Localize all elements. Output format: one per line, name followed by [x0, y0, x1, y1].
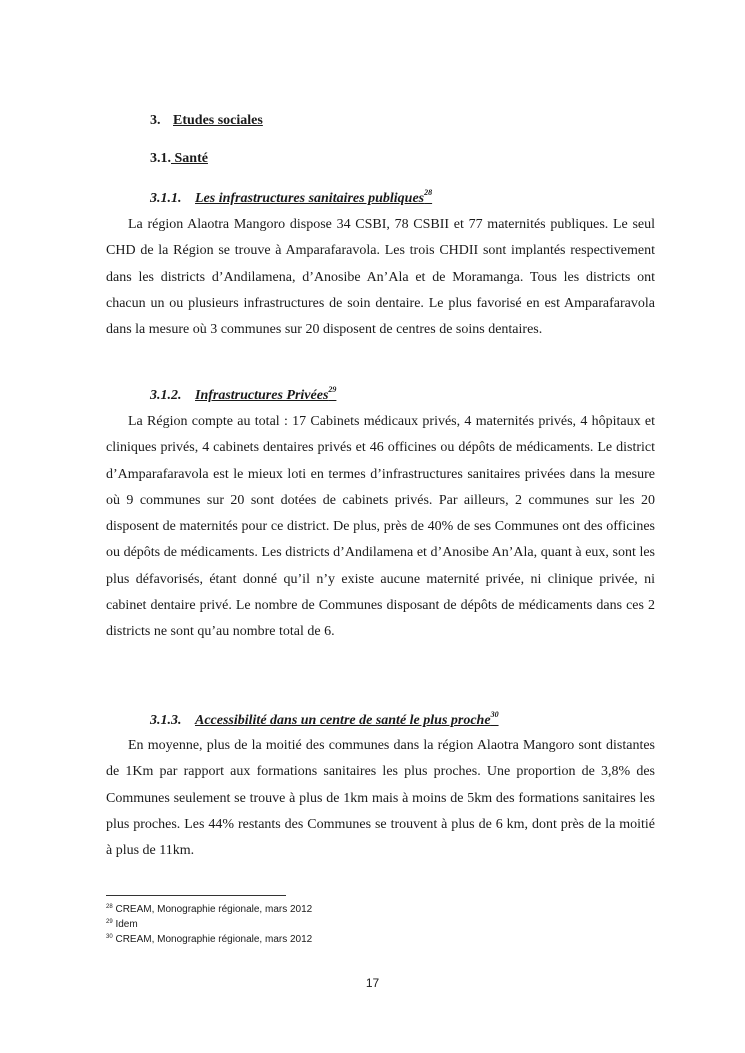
heading-3-1-1-infrastructures-publiques [150, 190, 432, 208]
footnote-30: $^{30}$ CREAM, Monographie régionale, mars 2012 [106, 934, 313, 945]
heading-number: 3.1.1. [150, 191, 182, 206]
heading-number: 3.1. [150, 151, 171, 166]
heading-title: Accessibilité dans un centre de santé le plus proche [195, 713, 491, 728]
heading-3-1-2-infrastructures-privees [150, 387, 336, 405]
footnote-separator [106, 895, 286, 896]
heading-title: Etudes sociales [173, 113, 263, 128]
footnote-ref: 29 [328, 385, 337, 394]
paragraph-infrastructures-publiques: La région Alaotra Mangoro dispose 34 CSBI, 78 CSBII et 77 maternités publiques. Le seul CHD de la Région se trouve à Amparafaravola. Les trois CHDII sont implantés respectivement dans les districts d’Andilamena, d’Anosibe An’Ala et de Moramanga. Tous les districts ont chacun un ou plusieurs infrastructures de soin dentaire. Le plus favorisé en est Amparafaravola dans la mesure où 3 communes sur 20 disposent de centres de soins dentaires. [106, 217, 655, 338]
paragraph-infrastructures-privees: La Région compte au total : 17 Cabinets médicaux privés, 4 maternités privés, 4 hôpitaux et cliniques privés, 4 cabinets dentaires privés et 46 officines ou dépôts de médicaments. Le district d’Amparafaravola est le mieux loti en termes d’infrastructures sanitaires privées dans la mesure où 9 communes sur 20 sont dotées de cabinets privés. Par ailleurs, 2 communes sur les 20 disposent de maternités pour ce district. De plus, près de 40% de ses Communes ont des officines ou dépôts de médicaments. Les districts d’Andilamena et d’Anosibe An’Ala, quant à eux, sont les plus défavorisés, étant donné qu’il n’y existe aucune maternité privée, ni clinique privée, ni cabinet dentaire privé. Le nombre de Communes disposant de dépôts de médicaments dans ces 2 districts ne sont qu’au nombre total de 6. [106, 414, 655, 640]
heading-3-1-3-accessibilite [150, 712, 499, 730]
page-number: 17 [365, 976, 380, 990]
paragraph-accessibilite: En moyenne, plus de la moitié des communes dans la région Alaotra Mangoro sont distantes de 1Km par rapport aux formations sanitaires les plus proches. Une proportion de 3,8% des Communes seulement se trouve à plus de 1km mais à moins de 5km des formations sanitaires les plus proches. Les 44% restants des Communes se trouvent à plus de 6 km, dont près de la moitié à plus de 11km. [106, 738, 655, 859]
footnote-28: $^{28}$ CREAM, Monographie régionale, mars 2012 [106, 904, 313, 915]
heading-number: 3.1.3. [150, 713, 182, 728]
heading-3-1-sante [150, 150, 208, 168]
footnote-29: $^{29}$ Idem [106, 919, 138, 930]
heading-number: 3. [150, 113, 161, 128]
heading-title: Les infrastructures sanitaires publiques [195, 191, 425, 206]
heading-3-etudes-sociales [150, 112, 263, 130]
footnote-ref: 30 [490, 710, 499, 719]
footnote-ref: 28 [424, 188, 433, 197]
heading-title: Infrastructures Privées [195, 388, 329, 403]
heading-number: 3.1.2. [150, 388, 182, 403]
heading-title: Santé [171, 151, 208, 166]
